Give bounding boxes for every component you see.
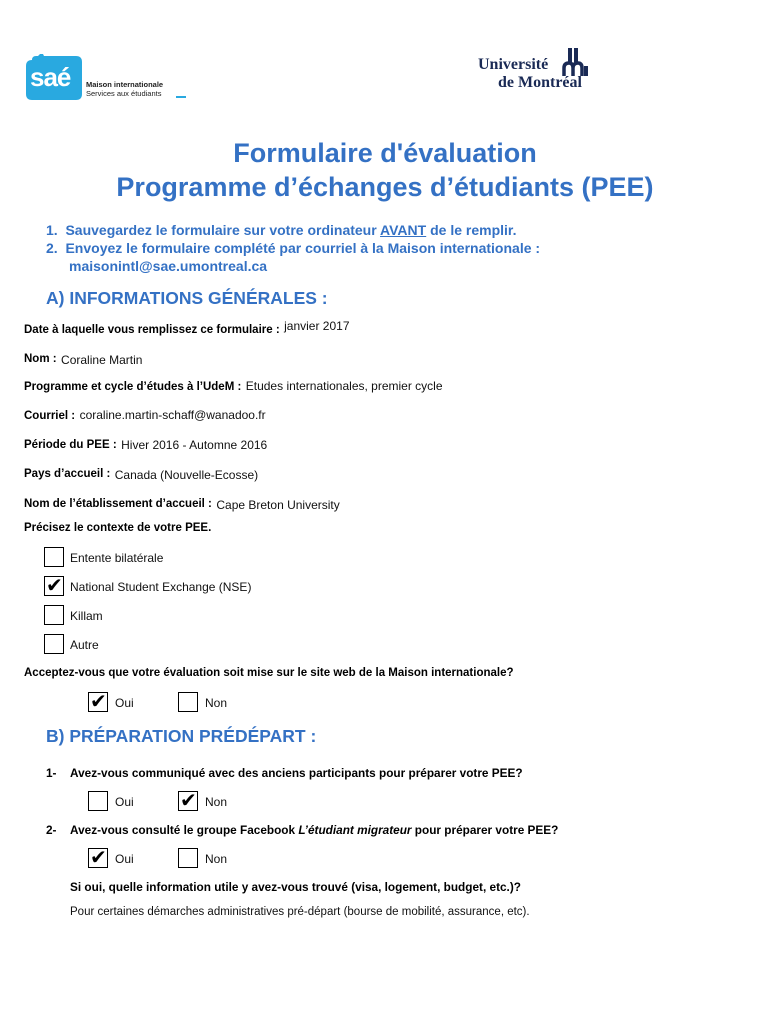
context-label-bilateral: Entente bilatérale	[70, 551, 164, 565]
field-period	[24, 435, 267, 453]
q1-label-oui: Oui	[115, 795, 134, 809]
field-name-label: Nom :	[24, 353, 57, 365]
q1-number: 1-	[46, 766, 57, 780]
context-label-nse: National Student Exchange (NSE)	[70, 580, 252, 594]
field-date	[24, 320, 350, 338]
q1-checkbox-non[interactable]	[178, 788, 198, 812]
q3-answer[interactable]: Pour certaines démarches administratives pré-départ (bourse de mobilité, assurance, etc).	[70, 906, 530, 918]
context-checkbox-autre[interactable]	[44, 634, 64, 654]
field-period-label: Période du PEE :	[24, 439, 117, 451]
field-institution	[24, 494, 340, 512]
q2-checkbox-oui[interactable]	[88, 845, 108, 869]
field-program	[24, 377, 443, 395]
web-label-oui: Oui	[115, 696, 134, 710]
q2-label-oui: Oui	[115, 852, 134, 866]
instruction-1-number: 1.	[46, 222, 58, 238]
udem-emblem-icon	[562, 48, 590, 78]
field-institution-value[interactable]: Cape Breton University	[216, 498, 340, 512]
web-label-non: Non	[205, 696, 228, 710]
web-checkbox-non[interactable]	[178, 692, 198, 712]
q1-checkbox-oui[interactable]	[88, 791, 108, 811]
sae-line2: Services aux étudiants	[86, 89, 162, 98]
field-email	[24, 406, 266, 424]
instruction-2-number: 2.	[46, 240, 58, 256]
instruction-2	[46, 240, 540, 256]
q2-text-pre: Avez-vous consulté le groupe Facebook	[70, 823, 299, 837]
checkmark-icon: ✔	[90, 689, 107, 713]
context-checkbox-nse[interactable]	[44, 573, 64, 597]
field-date-value[interactable]: janvier 2017	[284, 319, 350, 333]
web-checkbox-oui[interactable]	[88, 689, 108, 713]
context-checkbox-bilateral[interactable]	[44, 547, 64, 567]
instruction-1	[46, 222, 516, 238]
q1-text: Avez-vous communiqué avec des anciens participants pour préparer votre PEE?	[70, 766, 523, 780]
instruction-1-underlined: AVANT	[380, 222, 427, 238]
sae-line1: Maison internationale	[86, 80, 164, 89]
field-email-label: Courriel :	[24, 410, 76, 422]
field-program-value[interactable]: Etudes internationales, premier cycle	[245, 379, 443, 393]
q3-text: Si oui, quelle information utile y avez-vous trouvé (visa, logement, budget, etc.)?	[70, 880, 521, 894]
field-date-label: Date à laquelle vous remplissez ce formulaire :	[24, 324, 280, 336]
field-email-value[interactable]: coraline.martin-schaff@wanadoo.fr	[79, 408, 266, 422]
field-name-value[interactable]: Coraline Martin	[61, 353, 143, 367]
checkmark-icon: ✔	[46, 573, 63, 597]
q2-text-post: pour préparer votre PEE?	[411, 823, 559, 837]
instruction-2-text: Envoyez le formulaire complété par courriel à la Maison internationale :	[65, 240, 541, 256]
field-period-value[interactable]: Hiver 2016 - Automne 2016	[121, 438, 268, 452]
field-country-label: Pays d’accueil :	[24, 468, 111, 480]
q2-number: 2-	[46, 823, 57, 837]
field-institution-label: Nom de l’établissement d’accueil :	[24, 498, 212, 510]
q2-checkbox-non[interactable]	[178, 848, 198, 868]
context-checkbox-killam[interactable]	[44, 605, 64, 625]
page-title-line2: Programme d’échanges d’étudiants (PEE)	[116, 172, 654, 202]
q2-text-italic: L’étudiant migrateur	[298, 823, 412, 837]
checkmark-icon: ✔	[180, 788, 197, 812]
q2-label-non: Non	[205, 852, 228, 866]
instruction-1-text-post: de le remplir.	[426, 222, 517, 238]
udem-line1: Université	[478, 56, 549, 73]
sae-logo-text: saé	[30, 62, 71, 92]
section-b-heading: B) PRÉPARATION PRÉDÉPART :	[46, 726, 317, 746]
field-country-value[interactable]: Canada (Nouvelle-Ecosse)	[114, 468, 259, 482]
context-label-killam: Killam	[70, 609, 103, 623]
context-label-autre: Autre	[70, 638, 99, 652]
instruction-email: maisonintl@sae.umontreal.ca	[69, 258, 268, 274]
instruction-1-text-pre: Sauvegardez le formulaire sur votre ordinateur	[65, 222, 381, 238]
q1-label-non: Non	[205, 795, 228, 809]
section-a-heading: A) INFORMATIONS GÉNÉRALES :	[46, 288, 328, 308]
q2-text	[70, 823, 558, 837]
udem-line2: de Montréal	[498, 74, 582, 91]
page-title-line1: Formulaire d'évaluation	[233, 138, 537, 168]
field-country	[24, 464, 258, 482]
field-name	[24, 349, 142, 367]
checkmark-icon: ✔	[90, 845, 107, 869]
context-question: Précisez le contexte de votre PEE.	[24, 522, 212, 534]
sae-underline	[176, 96, 186, 98]
web-question: Acceptez-vous que votre évaluation soit mise sur le site web de la Maison internationale?	[24, 667, 514, 679]
field-program-label: Programme et cycle d’études à l’UdeM :	[24, 381, 242, 393]
